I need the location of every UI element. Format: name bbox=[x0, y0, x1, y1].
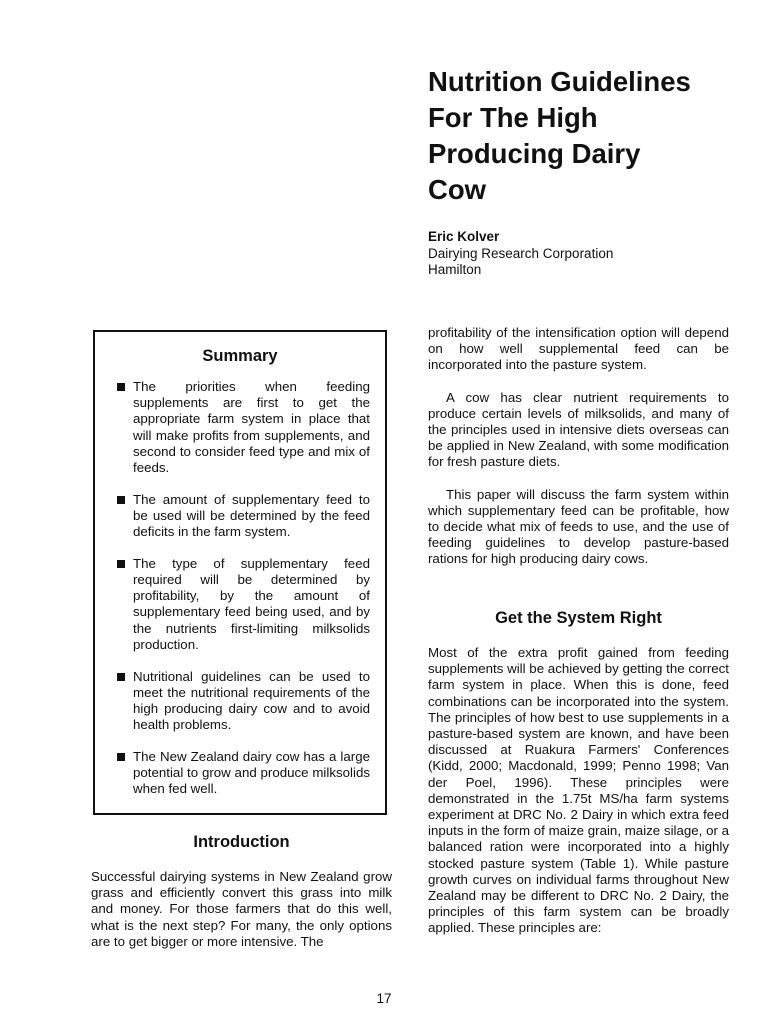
paper-title bbox=[428, 64, 748, 208]
nutrient-paragraph: A cow has clear nutrient requirements to produce certain levels of milksolids, and many of the principles used in intensive diets overseas can be applied in New Zealand, with some modification for fresh pasture diets. bbox=[428, 389, 729, 470]
continuation-paragraph: profitability of the intensification option will depend on how well supplemental feed can be incorporated into the pasture system. bbox=[428, 325, 729, 373]
title-line: Nutrition Guidelines bbox=[428, 66, 691, 97]
square-bullet-icon bbox=[117, 673, 125, 681]
page-number: 17 bbox=[376, 991, 392, 1006]
square-bullet-icon bbox=[117, 383, 125, 391]
system-section-body bbox=[428, 645, 729, 937]
summary-heading: Summary bbox=[202, 347, 278, 365]
paper-scope-paragraph: This paper will discuss the farm system within which supplementary feed can be profitable, how to decide what mix of feeds to use, and the use of feeding guidelines to develop pasture-based rations for high producing dairy cows. bbox=[428, 486, 729, 567]
author-name: Eric Kolver bbox=[428, 229, 500, 244]
title-line: Cow bbox=[428, 174, 487, 205]
summary-bullet-text: The New Zealand dairy cow has a large potential to grow and produce milksolids when fed well. bbox=[133, 748, 370, 797]
square-bullet-icon bbox=[117, 753, 125, 761]
summary-bullet-item bbox=[115, 749, 370, 798]
right-column-intro bbox=[428, 325, 729, 568]
author-location: Hamilton bbox=[428, 262, 482, 277]
author-block bbox=[428, 229, 748, 279]
square-bullet-icon bbox=[117, 496, 125, 504]
system-paragraph: Most of the extra profit gained from feeding supplements will be achieved by getting the correct farm system in place. When this is done, feed combinations can be incorporated into the system. The principles of how best to use supplements in a pasture-based system are known, and have been discussed at Ruakura Farmers' Conferences (Kidd, 2000; Macdonald, 1999; Penno 1998; Van der Poel, 1996). These principles were demonstrated in the 1.75t MS/ha farm systems experiment at DRC No. 2 Dairy in which extra feed inputs in the form of maize grain, maize silage, or a balanced ration were incorporated into a highly stocked pasture system (Table 1). While pasture growth curves on individual farms throughout New Zealand may be different to DRC No. 2 Dairy, the principles of this farm system can be broadly applied. These principles are: bbox=[428, 645, 729, 936]
author-affiliation: Dairying Research Corporation bbox=[428, 245, 614, 261]
summary-bullet-text: The type of supplementary feed required will be determined by profitability, by the amount of supplementary feed being used, and by the nutrients first-limiting milksolids production. bbox=[133, 555, 370, 652]
summary-list bbox=[115, 379, 370, 813]
summary-bullet-item bbox=[115, 492, 370, 541]
title-line: Producing Dairy bbox=[428, 138, 641, 169]
summary-bullet-item bbox=[115, 556, 370, 653]
square-bullet-icon bbox=[117, 560, 125, 568]
introduction-paragraph: Successful dairying systems in New Zealand grow grass and efficiently convert this grass into milk and money. For those farmers that do this well, what is the next step? For many, the only options are to get bigger or more intensive. The bbox=[91, 869, 392, 949]
summary-bullet-item bbox=[115, 669, 370, 734]
summary-box bbox=[93, 330, 387, 815]
introduction-heading: Introduction bbox=[193, 833, 290, 851]
summary-bullet-text: The priorities when feeding supplements are first to get the appropriate farm system in place that will make profits from supplements, and second to consider feed type and mix of feeds. bbox=[133, 379, 370, 476]
title-line: For The High bbox=[428, 102, 598, 133]
summary-bullet-item bbox=[115, 379, 370, 476]
summary-bullet-text: The amount of supplementary feed to be used will be determined by the feed deficits in the farm system. bbox=[133, 491, 370, 540]
system-section-heading: Get the System Right bbox=[495, 609, 662, 627]
introduction-body bbox=[91, 869, 392, 950]
summary-bullet-text: Nutritional guidelines can be used to meet the nutritional requirements of the high producing dairy cow and to avoid health problems. bbox=[133, 668, 370, 733]
